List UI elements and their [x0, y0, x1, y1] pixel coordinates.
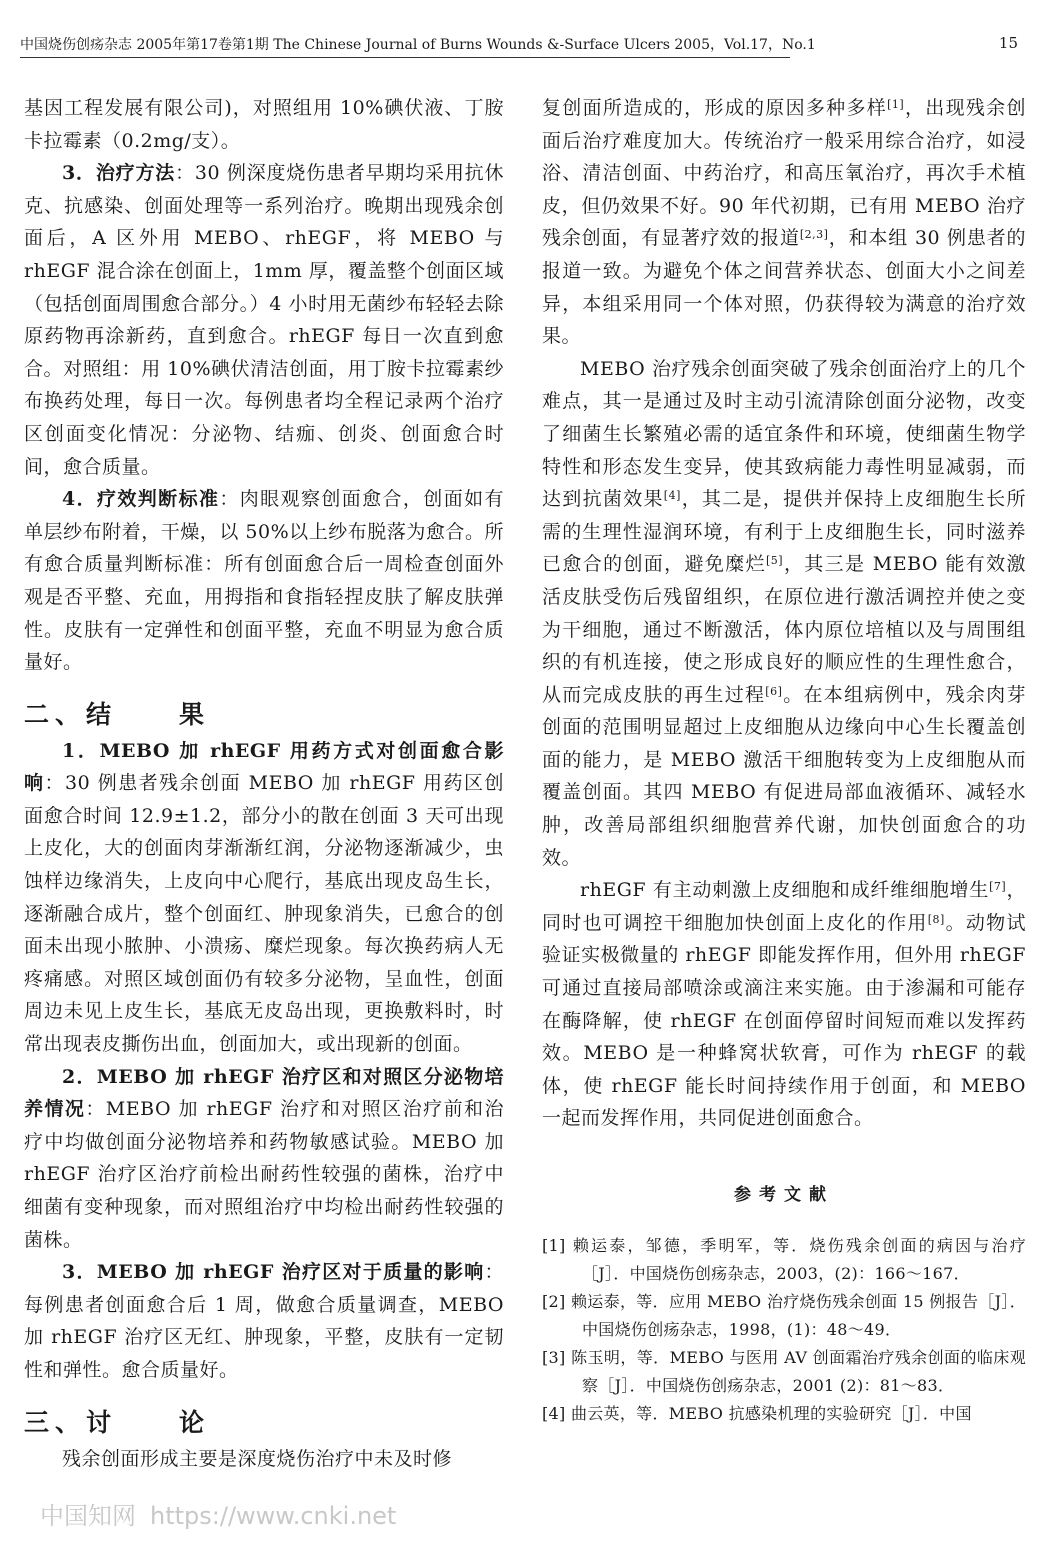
subheading-efficacy-criteria: 4．疗效判断标准 — [62, 488, 220, 511]
right-column — [542, 92, 1026, 1428]
watermark-url: https://www.cnki.net — [150, 1502, 397, 1530]
paragraph-discussion-1: 复创面所造成的，形成的原因多种多样[1]，出现残余创面后治疗难度加大。传统治疗一般采用综合治疗，如浸浴、清洁创面、中药治疗，和高压氧治疗，再次手术植皮，但仍效果不好。90 年代初期，已有用 MEBO 治疗残余创面，有显著疗效的报道[2,3]，和本组 30 例患者的报道一致。为避免个体之间营养状态、创面大小之间差异，本组采用同一个体对照，仍获得较为满意的治疗效果。 — [542, 97, 1026, 348]
section-heading-results: 二、结 果 — [24, 699, 211, 729]
running-header — [20, 34, 1030, 60]
subheading-result-2: 2．MEBO 加 rhEGF 治疗区和对照区分泌物培养情况 — [24, 1065, 504, 1121]
citation[interactable]: [2,3] — [799, 228, 829, 242]
journal-running-title: 中国烧伤创疡杂志 2005年第17卷第1期 The Chinese Journal of Burns Wounds &-Surface Ulcers 2005，Vol.17，No.1 — [20, 37, 816, 53]
paragraph-efficacy-criteria: 4．疗效判断标准：肉眼观察创面愈合，创面如有单层纱布附着，干燥，以 50%以上纱布脱落为愈合。所有愈合质量判断标准：所有创面愈合后一周检查创面外观是否平整、充血，用拇指和食指轻捏皮肤了解皮肤弹性。皮肤有一定弹性和创面平整，充血不明显为愈合质量好。 — [24, 488, 504, 674]
subheading-result-3: 3．MEBO 加 rhEGF 治疗区对于质量的影响 — [62, 1261, 485, 1284]
paragraph-materials-end: 基因工程发展有限公司)，对照组用 10%碘伏液、丁胺卡拉霉素（0.2mg/支）。 — [24, 97, 504, 152]
reference-item: [3] 陈玉明，等．MEBO 与医用 AV 创面霜治疗残余创面的临床观察［J］．中国烧伤创疡杂志，2001 (2)：81～83． — [542, 1347, 1026, 1395]
left-column — [24, 92, 504, 1475]
cnki-watermark — [40, 1496, 410, 1531]
citation[interactable]: [4] — [663, 489, 681, 503]
reference-item: [1] 赖运泰，邹德，季明军，等．烧伤残余创面的病因与治疗［J］．中国烧伤创疡杂志，2003，(2)：166～167． — [542, 1235, 1026, 1283]
subheading-treatment-method: 3．治疗方法 — [62, 162, 176, 185]
header-rule — [20, 57, 790, 58]
citation[interactable]: [1] — [887, 98, 905, 111]
paragraph-discussion-start: 残余创面形成主要是深度烧伤治疗中未及时修 — [62, 1447, 453, 1470]
page-number: 15 — [998, 34, 1018, 52]
citation[interactable]: [8] — [927, 912, 945, 926]
paragraph-discussion-2: MEBO 治疗残余创面突破了残余创面治疗上的几个难点，其一是通过及时主动引流清除创面分泌物，改变了细菌生长繁殖必需的适宜条件和环境，使细菌生物学特性和形态发生变异，使其致病能力毒性明显减弱，而达到抗菌效果[4]，其二是，提供并保持上皮细胞生长所需的生理性湿润环境，有利于上皮细胞生长，同时滋养已愈合的创面，避免糜烂[5]，其三是 MEBO 能有效激活皮肤受伤后残留组织，在原位进行激活调控并使之变为干细胞，通过不断激活，体内原位培植以及与周围组织的有机连接，使之形成良好的顺应性的生理性愈合，从而完成皮肤的再生过程[6]。在本组病例中，残余肉芽创面的范围明显超过上皮细胞从边缘向中心生长覆盖创面的能力，是 MEBO 激活干细胞转变为上皮细胞从而覆盖创面。其四 MEBO 有促进局部血液循环、减轻水肿，改善局部组织细胞营养代谢，加快创面愈合的功效。 — [542, 357, 1026, 869]
paragraph-treatment-method: 3．治疗方法：30 例深度烧伤患者早期均采用抗休克、抗感染、创面处理等一系列治疗。晚期出现残余创面后，A 区外用 MEBO、rhEGF，将 MEBO 与 rhEGF 混合涂在创面上，1mm 厚，覆盖整个创面区域（包括创面周围愈合部分。）4 小时用无菌纱布轻轻去除原药物再涂新药，直到愈合。rhEGF 每日一次直到愈合。对照组：用 10%碘伏清洁创面，用丁胺卡拉霉素纱布换药处理，每日一次。每例患者均全程记录两个治疗区创面变化情况：分泌物、结痂、创炎、创面愈合时间，愈合质量。 — [24, 162, 504, 478]
citation[interactable]: [5] — [765, 554, 784, 568]
paragraph-discussion-3: rhEGF 有主动刺激上皮细胞和成纤维细胞增生[7]，同时也可调控干细胞加快创面上皮化的作用[8]。动物试验证实极微量的 rhEGF 即能发挥作用，但外用 rhEGF 可通过直接局部喷涂或滴注来实施。由于渗漏和可能存在酶降解，使 rhEGF 在创面停留时间短而难以发挥药效。MEBO 是一种蜂窝状软膏，可作为 rhEGF 的载体，使 rhEGF 能长时间持续作用于创面，和 MEBO 一起而发挥作用，共同促进创面愈合。 — [542, 879, 1026, 1130]
paragraph-result-3: 3．MEBO 加 rhEGF 治疗区对于质量的影响：每例患者创面愈合后 1 周，做愈合质量调查，MEBO 加 rhEGF 治疗区无红、肿现象，平整，皮肤有一定韧性和弹性。愈合质量好。 — [24, 1261, 504, 1381]
watermark-brand: 中国知网 — [40, 1502, 136, 1530]
citation[interactable]: [7] — [989, 880, 1007, 894]
reference-item: [2] 赖运泰，等．应用 MEBO 治疗烧伤残余创面 15 例报告［J］．中国烧伤创疡杂志，1998，(1)：48～49． — [542, 1291, 1026, 1339]
references-heading: 参考文献 — [734, 1185, 834, 1205]
citation[interactable]: [6] — [765, 684, 783, 698]
paragraph-result-1: 1．MEBO 加 rhEGF 用药方式对创面愈合影响：30 例患者残余创面 MEBO 加 rhEGF 用药区创面愈合时间 12.9±1.2，部分小的散在创面 3 天可出现上皮化，大的创面肉芽渐渐红润，分泌物逐渐减少，虫蚀样边缘消失，上皮向中心爬行，基底出现皮岛生长，逐渐融合成片，整个创面红、肿现象消失，已愈合的创面未出现小脓肿、小溃疡、糜烂现象。每次换药病人无疼痛感。对照区域创面仍有较多分泌物，呈血性，创面周边未见上皮生长，基底无皮岛出现，更换敷料时，时常出现表皮撕伤出血，创面加大，或出现新的创面。 — [24, 739, 504, 1056]
paragraph-result-2: 2．MEBO 加 rhEGF 治疗区和对照区分泌物培养情况：MEBO 加 rhEGF 治疗和对照区治疗前和治疗中均做创面分泌物培养和药物敏感试验。MEBO 加 rhEGF 治疗区治疗前检出耐药性较强的菌株，治疗中细菌有变种现象，而对照组治疗中均检出耐药性较强的菌株。 — [24, 1065, 504, 1251]
section-heading-discussion: 三、讨 论 — [24, 1407, 211, 1437]
subheading-result-1: 1．MEBO 加 rhEGF 用药方式对创面愈合影响 — [24, 739, 504, 795]
reference-item: [4] 曲云英，等．MEBO 抗感染机理的实验研究［J］．中国 — [542, 1403, 972, 1423]
